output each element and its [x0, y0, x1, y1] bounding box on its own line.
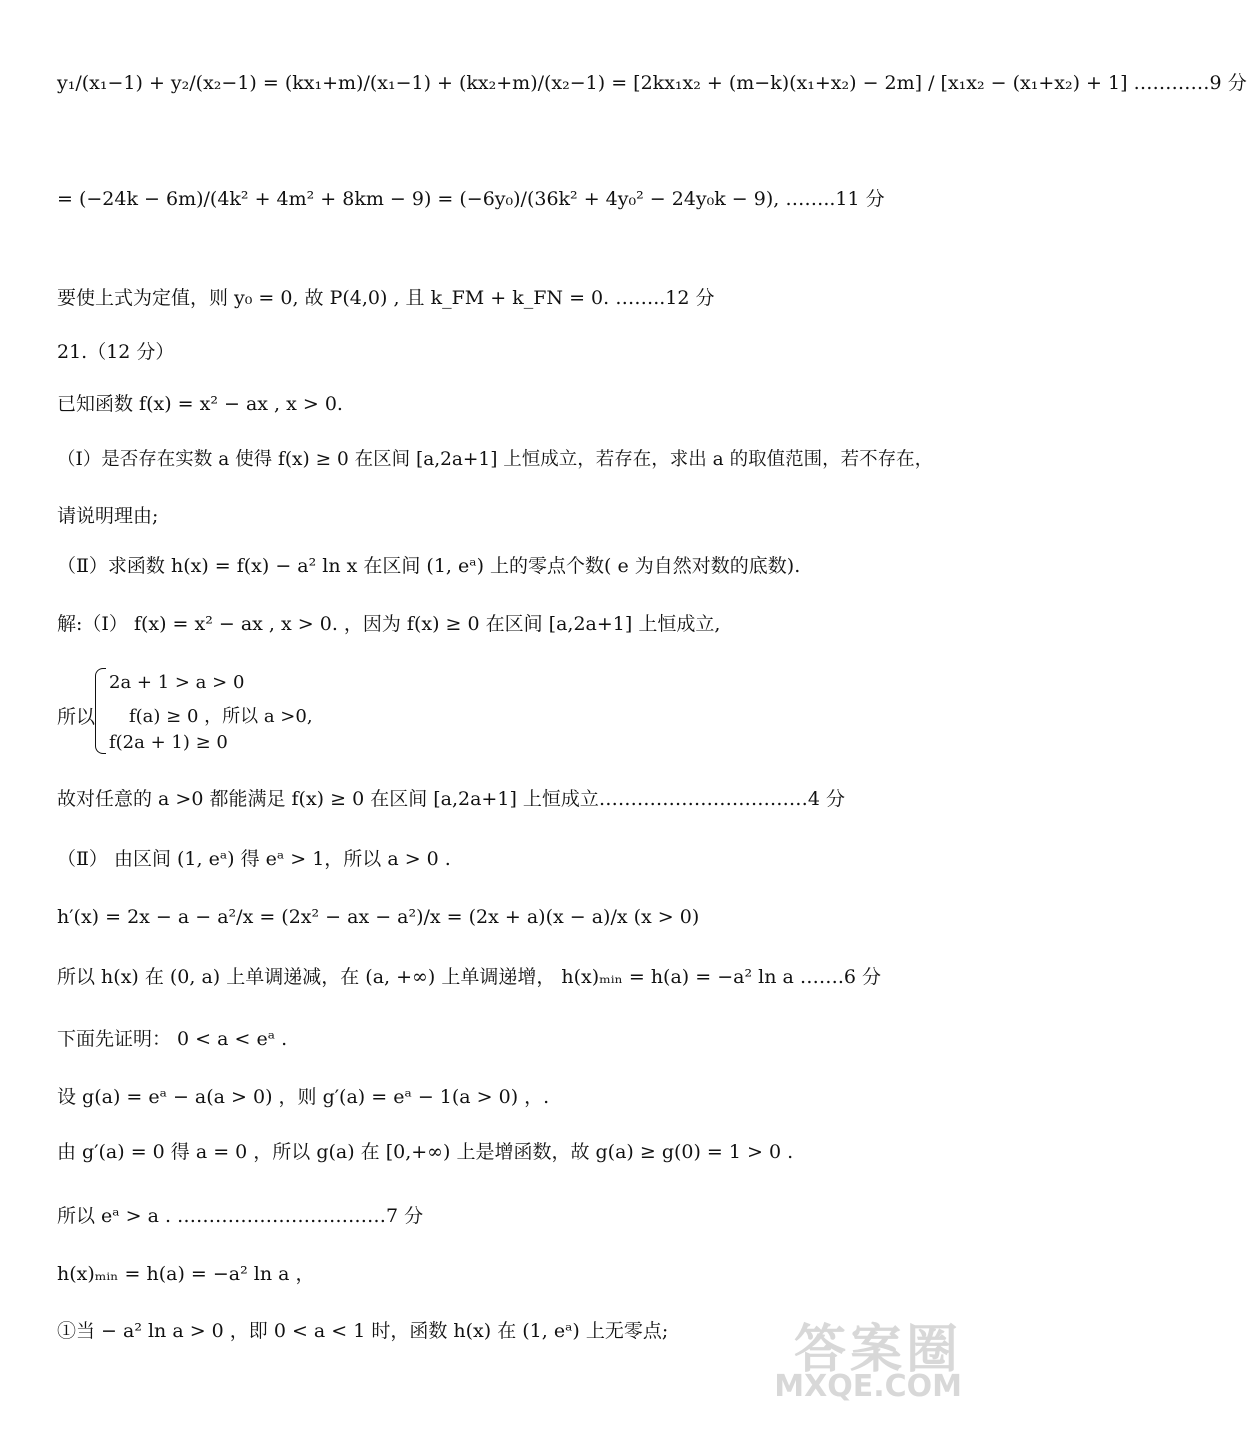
line-6-points: 所以 h(x) 在 (0, a) 上单调递减，在 (a, +∞) 上单调递增， h(x)ₘᵢₙ = h(a) = −a² ln a …….6 分 [57, 966, 882, 988]
watermark-en: MXQE.COM [774, 1369, 962, 1404]
line-12-points: 要使上式为定值，则 y₀ = 0, 故 P(4,0) , 且 k_FM + k_FN = 0. ……..12 分 [57, 287, 715, 309]
derivative-line: h′(x) = 2x − a − a²/x = (2x² − ax − a²)/x = (2x + a)(x − a)/x (x > 0) [57, 906, 700, 928]
line-9-points: y₁/(x₁−1) + y₂/(x₂−1) = (kx₁+m)/(x₁−1) + (kx₂+m)/(x₂−1) = [2kx₁x₂ + (m−k)(x₁+x₂) − 2m] / [x₁x₂ − (x₁+x₂) + 1] …………9 分 [57, 72, 1247, 94]
watermark-cn: 答案圈 [793, 1320, 962, 1380]
part-1-question: （Ⅰ）是否存在实数 a 使得 f(x) ≥ 0 在区间 [a,2a+1] 上恒成立，若存在，求出 a 的取值范围，若不存在， [57, 449, 934, 470]
system-row-1: 2a + 1 > a > 0 [109, 672, 245, 693]
proof-intro: 下面先证明： 0 < a < eᵃ . [57, 1028, 288, 1050]
system-prefix: 所以 [57, 706, 96, 728]
solution-part-1: 解:（Ⅰ） f(x) = x² − ax , x > 0. ，因为 f(x) ≥ 0 在区间 [a,2a+1] 上恒成立, [57, 613, 721, 635]
line-11-points: = (−24k − 6m)/(4k² + 4m² + 8km − 9) = (−6y₀)/(36k² + 4y₀² − 24y₀k − 9), ……..11 分 [57, 188, 885, 210]
watermark-logo [750, 1307, 970, 1417]
system-row-2: f(a) ≥ 0 ，所以 a >0, [129, 706, 313, 727]
left-brace [95, 668, 106, 754]
g-increasing: 由 g′(a) = 0 得 a = 0 ，所以 g(a) 在 [0,+∞) 上是增函数，故 g(a) ≥ g(0) = 1 > 0 . [57, 1141, 794, 1163]
h-min-line: h(x)ₘᵢₙ = h(a) = −a² ln a ， [57, 1263, 315, 1285]
problem-21-heading: 21.（12 分） [57, 341, 175, 363]
case-1-line: ①当 − a² ln a > 0 ，即 0 < a < 1 时，函数 h(x) 在 (1, eᵃ) 上无零点; [57, 1320, 669, 1342]
part-2-question: （Ⅱ）求函数 h(x) = f(x) − a² ln x 在区间 (1, eᵃ) 上的零点个数( e 为自然对数的底数). [57, 555, 801, 577]
line-7-points: 所以 eᵃ > a . ……………………………7 分 [57, 1205, 424, 1227]
solution-part-2: （Ⅱ） 由区间 (1, eᵃ) 得 eᵃ > 1，所以 a > 0 . [57, 848, 451, 870]
system-row-3: f(2a + 1) ≥ 0 [109, 732, 228, 753]
part-1-question-cont: 请说明理由; [57, 505, 159, 527]
define-g: 设 g(a) = eᵃ − a(a > 0) ，则 g′(a) = eᵃ − 1(a > 0) ，. [57, 1086, 550, 1108]
problem-statement: 已知函数 f(x) = x² − ax , x > 0. [57, 393, 343, 415]
line-4-points: 故对任意的 a >0 都能满足 f(x) ≥ 0 在区间 [a,2a+1] 上恒成立……………………………4 分 [57, 788, 846, 810]
